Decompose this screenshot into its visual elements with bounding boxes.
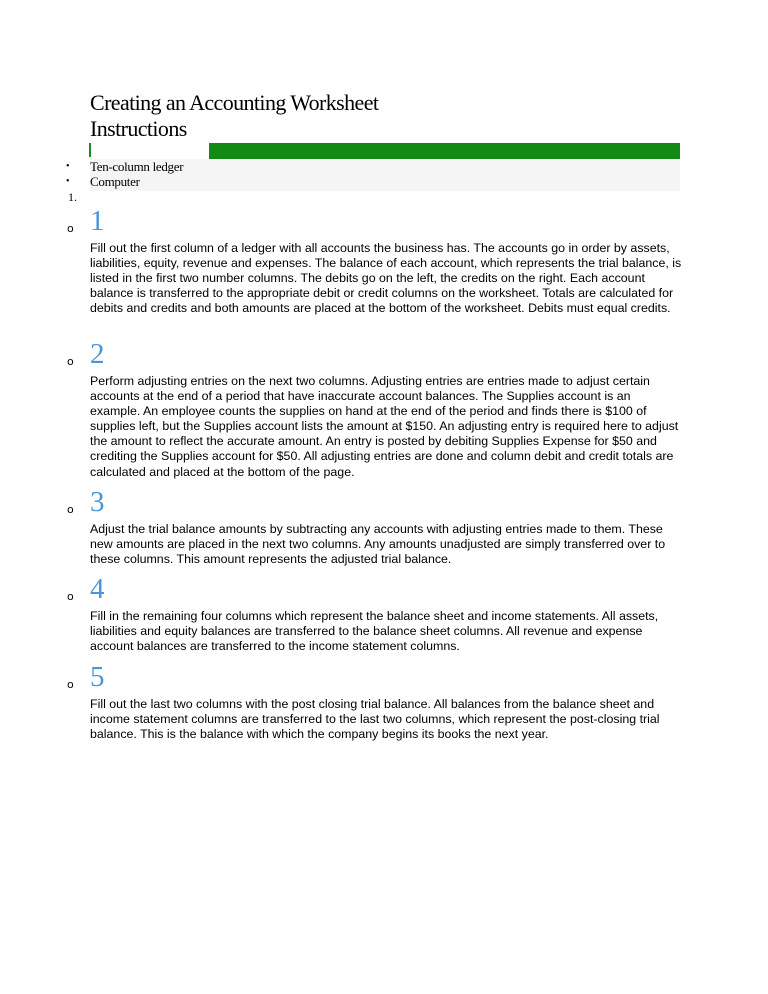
circle-bullet-icon: o [67,590,74,603]
step-text: Fill in the remaining four columns which represent the balance sheet and income statements. All assets, liabilities and equity balances are transferred to the balance sheet columns. All revenue and expense account balances are transferred to the income statement columns. [90,609,659,654]
step-text: Fill out the last two columns with the post closing trial balance. All balances from the balance sheet and income statement columns are transferred to the last two columns, which represent the post-closing trial balance. This is the balance with which the company begins its books the next year. [90,697,660,742]
page-title-line-2: Instructions [90,116,187,141]
circle-bullet-icon: o [67,678,74,691]
step-number: 4 [90,573,105,605]
circle-bullet-icon: o [67,355,74,368]
list-item [0,174,183,189]
ordered-list-marker: 1. [68,190,77,204]
step-text: Perform adjusting entries on the next two columns. Adjusting entries are entries made to adjust certain accounts at the end of a period that have inaccurate account balances. The Supplies account is an example. An employee counts the supplies on hand at the end of the period and finds there is $100 of supplies left, but the Supplies account lists the amount at $150. An adjusting entry is required here to adjust the amount to reflect the accurate amount. An entry is posted by debiting Supplies Expense for $50 and crediting the Supplies account for $50. All adjusting entries are done and column debit and credit totals are calculated and placed at the bottom of the page. [90,374,679,479]
list-item [0,159,183,174]
things-needed-list [0,159,183,189]
step-number: 3 [90,486,105,518]
step-text: Fill out the first column of a ledger with all accounts the business has. The accounts go in order by assets, liabilities, equity, revenue and expenses. The balance of each account, which represents the trial balance, is listed in the first two number columns. The debits go on the left, the credits on the right. Each account balance is transferred to the appropriate debit or credit columns on the worksheet. Totals are calculated for debits and credits and both amounts are placed at the bottom of the worksheet. Debits must equal credits. [90,241,682,316]
page-title-line-1: Creating an Accounting Worksheet [90,90,379,115]
step-number: 5 [90,661,105,693]
circle-bullet-icon: o [67,222,74,235]
section-tick-decoration [89,143,91,157]
bullet-icon: • [66,161,70,172]
list-item-label: Ten-column ledger [90,159,184,174]
page-title [90,90,378,142]
circle-bullet-icon: o [67,503,74,516]
list-item-label: Computer [90,174,140,189]
section-header-bar [209,143,680,159]
step-number: 1 [90,205,105,237]
step-text: Adjust the trial balance amounts by subtracting any accounts with adjusting entries made to them. These new amounts are placed in the next two columns. Any amounts unadjusted are simply transferred over to these columns. This amount represents the adjusted trial balance. [90,522,666,567]
bullet-icon: • [66,176,70,187]
step-number: 2 [90,338,105,370]
